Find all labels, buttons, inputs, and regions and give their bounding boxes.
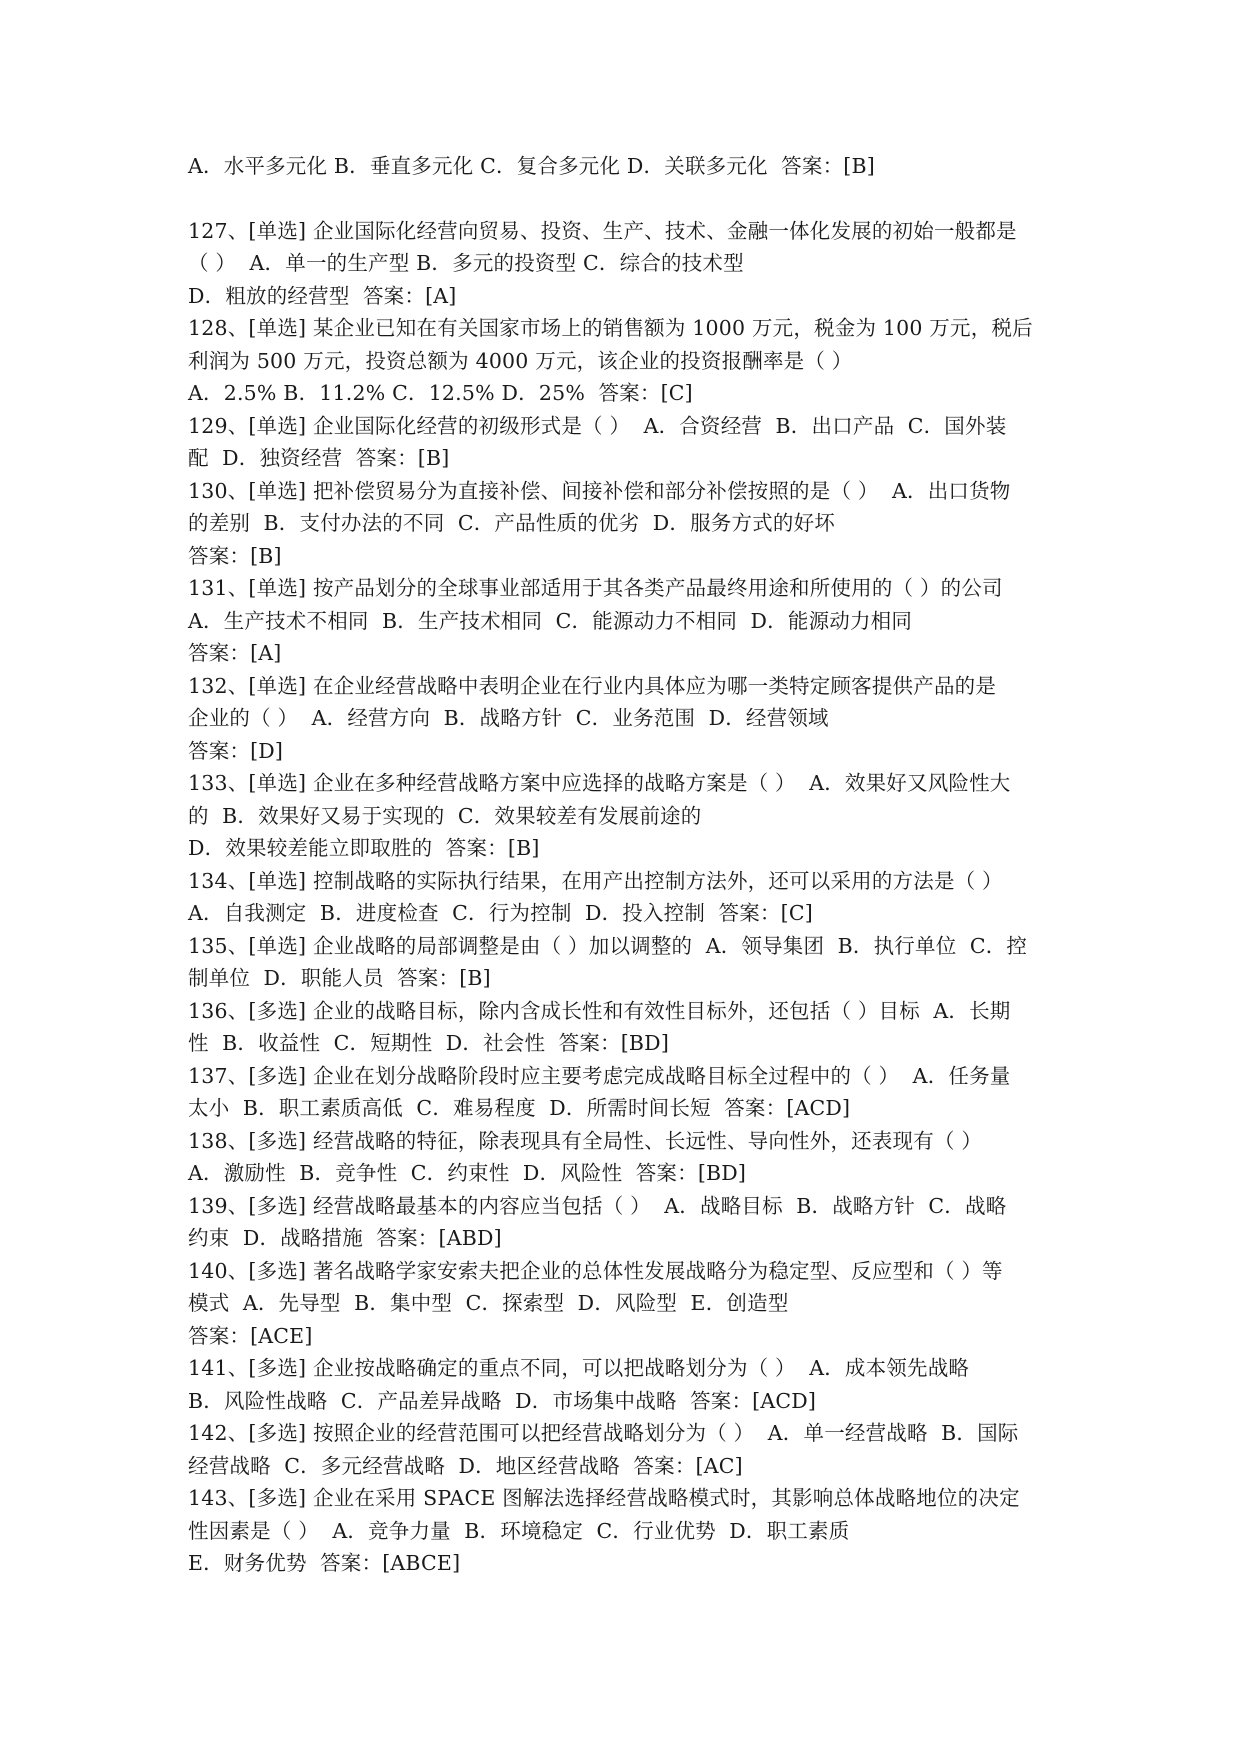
text-line: 答案：[D] (188, 738, 284, 763)
text-line: A．2.5% B．11.2% C．12.5% D．25% 答案：[C] (188, 381, 693, 405)
text-line: 138、[多选] 经营战略的特征，除表现具有全局性、长远性、导向性外，还表现有（ ） (188, 1128, 983, 1153)
text-line: A．激励性 B．竞争性 C．约束性 D．风险性 答案：[BD] (188, 1161, 747, 1185)
text-line: 134、[单选] 控制战略的实际执行结果，在用产出控制方法外，还可以采用的方法是（ ） (188, 868, 1003, 893)
text-line: 143、[多选] 企业在采用 SPACE 图解法选择经营战略模式时，其影响总体战略地位的决定 (188, 1486, 1020, 1510)
text-line: 的 B．效果好又易于实现的 C．效果较差有发展前途的 (188, 803, 702, 828)
text-line: 142、[多选] 按照企业的经营范围可以把经营战略划分为（ ） A．单一经营战略 B．国际 (188, 1421, 1019, 1445)
text-line: 制单位 D．职能人员 答案：[B] (188, 966, 491, 990)
text-line: 约束 D．战略措施 答案：[ABD] (188, 1226, 502, 1250)
text-line: E．财务优势 答案：[ABCE] (188, 1551, 461, 1575)
text-line: D．粗放的经营型 答案：[A] (188, 283, 457, 308)
text-line: 135、[单选] 企业战略的局部调整是由（ ）加以调整的 A．领导集团 B．执行单位 C．控 (188, 933, 1028, 958)
blank-line (188, 183, 1068, 215)
text-line: 131、[单选] 按产品划分的全球事业部适用于其各类产品最终用途和所使用的（ ）的公司 (188, 576, 1003, 600)
text-line: 133、[单选] 企业在多种经营战略方案中应选择的战略方案是（ ） A．效果好又风险性大 (188, 771, 1011, 795)
text-line: 模式 A．先导型 B．集中型 C．探索型 D．风险型 E．创造型 (188, 1291, 789, 1315)
text-line: D．效果较差能立即取胜的 答案：[B] (188, 836, 540, 860)
text-line: B．风险性战略 C．产品差异战略 D．市场集中战略 答案：[ACD] (188, 1388, 817, 1413)
text-line: 经营战略 C．多元经营战略 D．地区经营战略 答案：[AC] (188, 1453, 743, 1478)
text-line: 答案：[ACE] (188, 1323, 313, 1348)
text-line: 的差别 B．支付办法的不同 C．产品性质的优劣 D．服务方式的好坏 (188, 511, 835, 535)
text-line: 127、[单选] 企业国际化经营向贸易、投资、生产、技术、金融一体化发展的初始一般都是 (188, 218, 1017, 243)
text-line: A．生产技术不相同 B．生产技术相同 C．能源动力不相同 D．能源动力相同 (188, 608, 913, 633)
text-line: 128、[单选] 某企业已知在有关国家市场上的销售额为 1000 万元，税金为 100 万元，税后 (188, 316, 1033, 340)
text-line: 140、[多选] 著名战略学家安索夫把企业的总体性发展战略分为稳定型、反应型和（ ）等 (188, 1258, 1003, 1283)
text-line: 太小 B．职工素质高低 C．难易程度 D．所需时间长短 答案：[ACD] (188, 1096, 851, 1120)
text-line: 130、[单选] 把补偿贸易分为直接补偿、间接补偿和部分补偿按照的是（ ） A．出口货物 (188, 478, 1011, 503)
text-line: 答案：[B] (188, 543, 282, 568)
text-line: A．水平多元化 B．垂直多元化 C．复合多元化 D．关联多元化 答案：[B] (188, 154, 875, 178)
text-line: 性因素是（ ） A．竞争力量 B．环境稳定 C．行业优势 D．职工素质 (188, 1518, 850, 1543)
text-line: 141、[多选] 企业按战略确定的重点不同，可以把战略划分为（ ） A．成本领先战略 (188, 1356, 970, 1380)
document-body (188, 150, 1068, 1580)
text-line: 137、[多选] 企业在划分战略阶段时应主要考虑完成战略目标全过程中的（ ） A．任务量 (188, 1063, 1011, 1088)
text-line: （ ） A．单一的生产型 B．多元的投资型 C．综合的技术型 (188, 251, 744, 275)
text-line: 利润为 500 万元，投资总额为 4000 万元，该企业的投资报酬率是（ ） (188, 348, 853, 373)
text-line: 136、[多选] 企业的战略目标，除内含成长性和有效性目标外，还包括（ ）目标 A．长期 (188, 998, 1011, 1023)
text-line: 132、[单选] 在企业经营战略中表明企业在行业内具体应为哪一类特定顾客提供产品的是 (188, 673, 997, 698)
text-line: 139、[多选] 经营战略最基本的内容应当包括（ ） A．战略目标 B．战略方针 C．战略 (188, 1193, 1007, 1218)
text-line: A．自我测定 B．进度检查 C．行为控制 D．投入控制 答案：[C] (188, 901, 813, 925)
text-line: 企业的（ ） A．经营方向 B．战略方针 C．业务范围 D．经营领域 (188, 706, 829, 730)
text-line: 答案：[A] (188, 641, 282, 665)
text-line: 配 D．独资经营 答案：[B] (188, 446, 450, 470)
text-line: 129、[单选] 企业国际化经营的初级形式是（ ） A．合资经营 B．出口产品 C．国外装 (188, 413, 1007, 438)
text-line: 性 B．收益性 C．短期性 D．社会性 答案：[BD] (188, 1031, 670, 1055)
